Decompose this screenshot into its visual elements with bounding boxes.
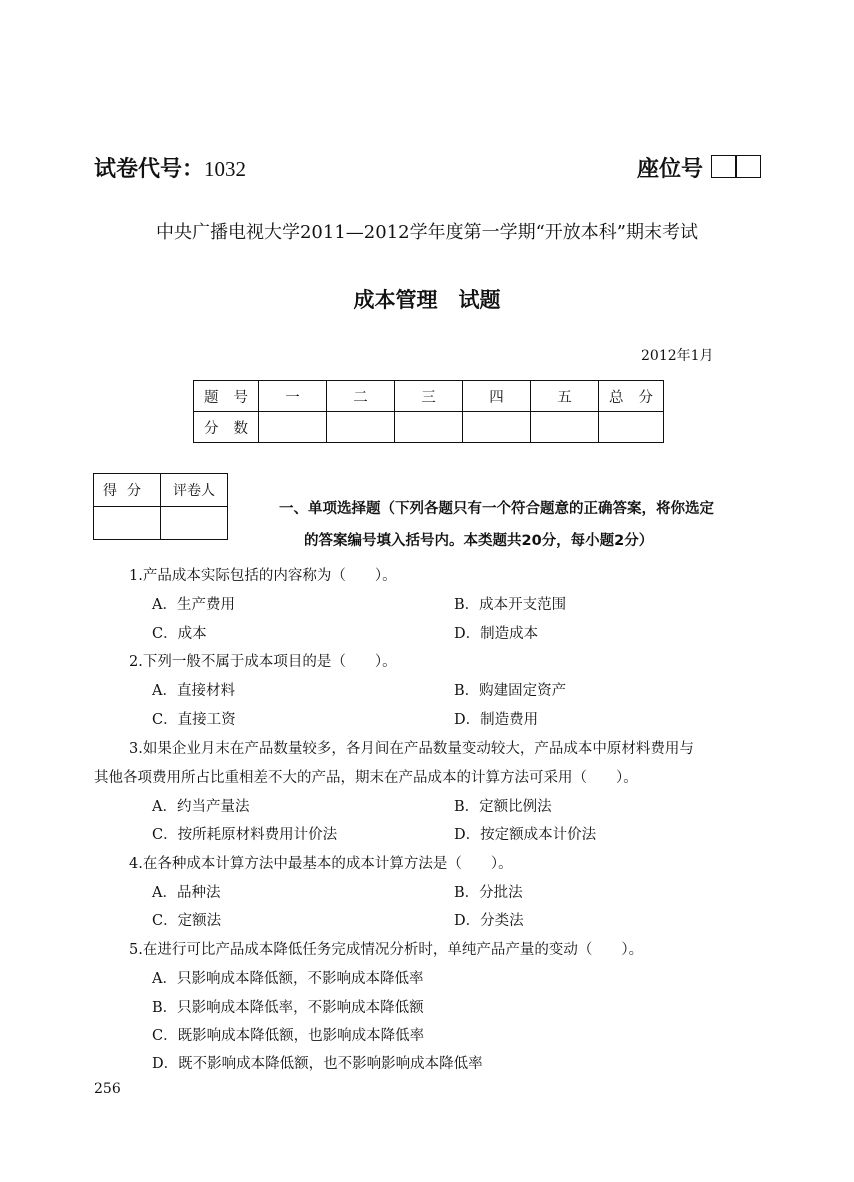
grader-name-cell[interactable] bbox=[161, 507, 228, 540]
question-5: 5.在进行可比产品成本降低任务完成情况分析时，单纯产品产量的变动（ ）。 bbox=[129, 942, 644, 958]
score-table-col-1: 一 bbox=[259, 381, 327, 412]
question-3-option-a[interactable]: A．约当产量法 bbox=[152, 799, 250, 815]
score-cell[interactable] bbox=[327, 412, 395, 443]
seat-number-boxes bbox=[711, 155, 761, 178]
question-3-option-c[interactable]: C．按所耗原材料费用计价法 bbox=[152, 827, 338, 843]
score-table-row-numbers bbox=[194, 381, 664, 412]
score-table-col-4: 四 bbox=[463, 381, 531, 412]
exam-title: 中央广播电视大学2011—2012学年度第一学期“开放本科”期末考试 bbox=[155, 222, 699, 243]
question-1-option-d[interactable]: D．制造成本 bbox=[454, 626, 539, 642]
section-heading-line1: 一、单项选择题（下列各题只有一个符合题意的正确答案，将你选定 bbox=[279, 501, 714, 517]
question-4-option-a[interactable]: A．品种法 bbox=[152, 885, 221, 901]
grader-score-label: 得分 bbox=[94, 474, 161, 507]
question-3-option-b[interactable]: B．定额比例法 bbox=[454, 799, 552, 815]
section-heading-line2: 的答案编号填入括号内。本类题共20分，每小题2分） bbox=[304, 533, 654, 549]
question-4-option-b[interactable]: B．分批法 bbox=[454, 885, 523, 901]
question-4-option-d[interactable]: D．分类法 bbox=[454, 913, 524, 929]
page-number: 256 bbox=[94, 1081, 121, 1097]
exam-date: 2012年1月 bbox=[641, 348, 714, 364]
seat-number-label: 座位号 bbox=[637, 157, 704, 182]
question-2-option-b[interactable]: B．购建固定资产 bbox=[454, 683, 567, 699]
question-4: 4.在各种成本计算方法中最基本的成本计算方法是（ ）。 bbox=[129, 856, 513, 872]
subject-title: 成本管理 试题 bbox=[353, 288, 501, 312]
score-cell[interactable] bbox=[259, 412, 327, 443]
question-5-option-d[interactable]: D．既不影响成本降低额，也不影响影响成本降低率 bbox=[152, 1056, 483, 1072]
question-3-line2: 其他各项费用所占比重相差不大的产品，期末在产品成本的计算方法可采用（ ）。 bbox=[94, 770, 638, 786]
question-5-option-a[interactable]: A．只影响成本降低额，不影响成本降低率 bbox=[152, 971, 424, 987]
question-4-option-c[interactable]: C．定额法 bbox=[152, 913, 222, 929]
score-table-col-5: 五 bbox=[531, 381, 599, 412]
question-2-option-a[interactable]: A．直接材料 bbox=[152, 683, 235, 699]
question-1: 1.产品成本实际包括的内容称为（ ）。 bbox=[129, 568, 397, 584]
paper-code bbox=[94, 152, 246, 183]
score-table-row-scores bbox=[194, 412, 664, 443]
score-table bbox=[193, 380, 664, 443]
score-cell-total[interactable] bbox=[599, 412, 664, 443]
question-1-option-a[interactable]: A．生产费用 bbox=[152, 597, 235, 613]
score-cell[interactable] bbox=[531, 412, 599, 443]
question-3-line1: 3.如果企业月末在产品数量较多，各月间在产品数量变动较大，产品成本中原材料费用与 bbox=[129, 741, 694, 757]
score-table-row1-label: 题号 bbox=[194, 381, 259, 412]
score-cell[interactable] bbox=[395, 412, 463, 443]
score-table-col-total: 总分 bbox=[599, 381, 664, 412]
score-table-col-2: 二 bbox=[327, 381, 395, 412]
paper-code-value: 1032 bbox=[204, 157, 247, 181]
grader-name-label: 评卷人 bbox=[161, 474, 228, 507]
question-5-option-c[interactable]: C．既影响成本降低额，也影响成本降低率 bbox=[152, 1028, 425, 1044]
question-3-option-d[interactable]: D．按定额成本计价法 bbox=[454, 827, 597, 843]
question-2-option-c[interactable]: C．直接工资 bbox=[152, 712, 236, 728]
question-1-option-c[interactable]: C．成本 bbox=[152, 626, 207, 642]
score-table-col-3: 三 bbox=[395, 381, 463, 412]
question-2-option-d[interactable]: D．制造费用 bbox=[454, 712, 539, 728]
score-cell[interactable] bbox=[463, 412, 531, 443]
paper-code-label: 试卷代号： bbox=[94, 157, 205, 182]
grader-box bbox=[93, 473, 228, 540]
seat-box-divider bbox=[735, 156, 737, 177]
question-5-option-b[interactable]: B．只影响成本降低率，不影响成本降低额 bbox=[152, 1000, 424, 1016]
grader-score-cell[interactable] bbox=[94, 507, 161, 540]
question-2: 2.下列一般不属于成本项目的是（ ）。 bbox=[129, 654, 397, 670]
question-1-option-b[interactable]: B．成本开支范围 bbox=[454, 597, 567, 613]
score-table-row2-label: 分数 bbox=[194, 412, 259, 443]
